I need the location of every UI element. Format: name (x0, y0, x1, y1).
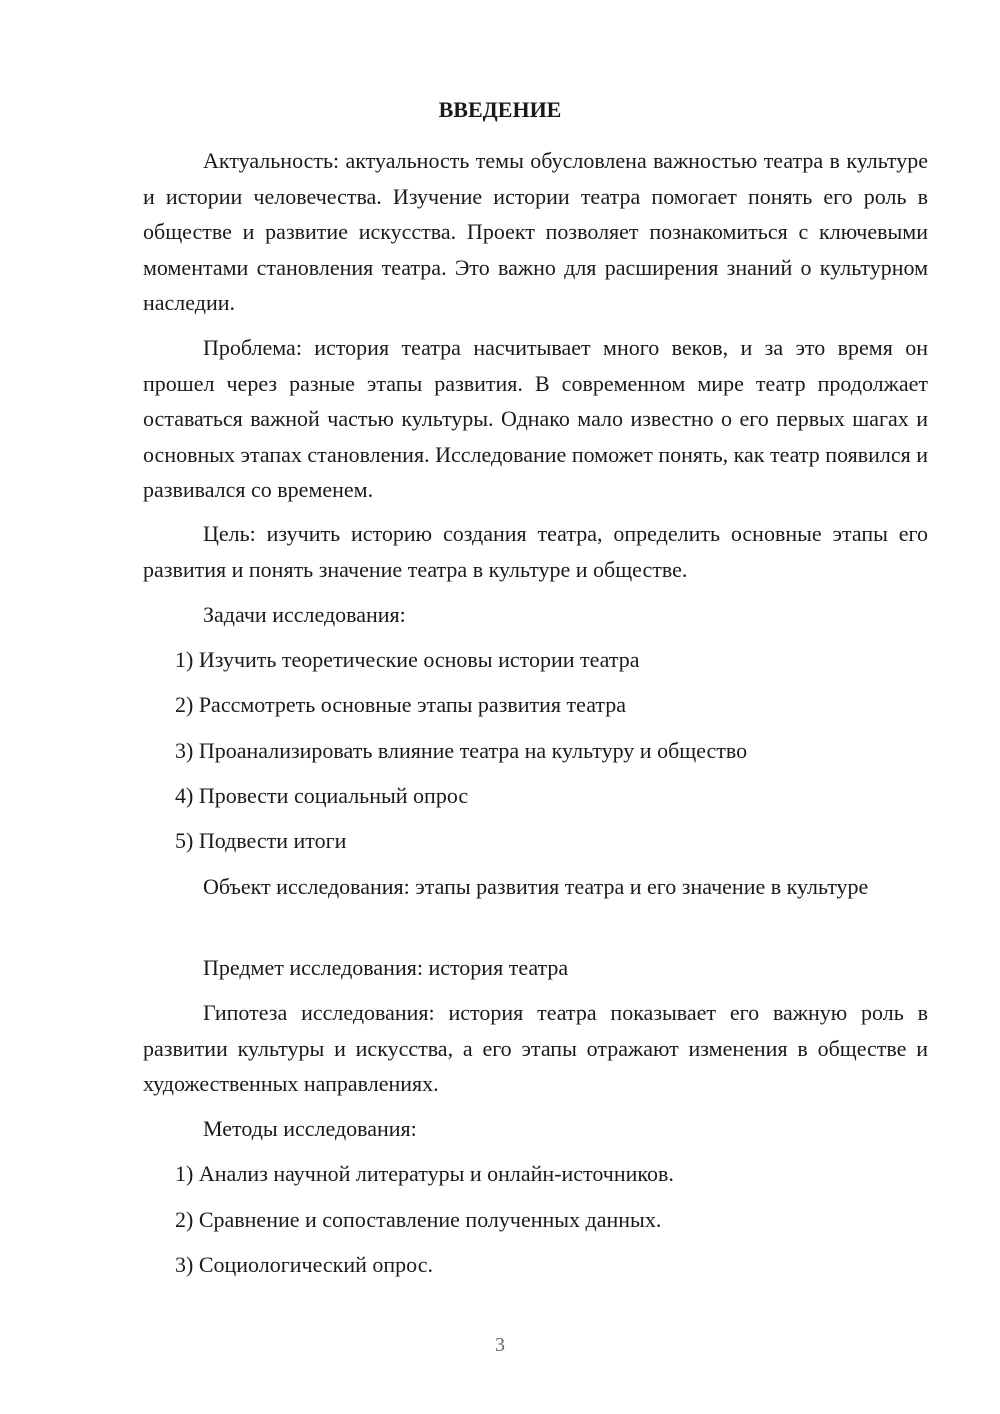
task-item: 5) Подвести итоги (175, 828, 347, 853)
task-item: 1) Изучить теоретические основы истории театра (175, 647, 640, 672)
object-paragraph: Объект исследования: этапы развития театра и его значение в культуре (203, 874, 869, 899)
hypothesis-paragraph: Гипотеза исследования: история театра показывает его важную роль в развитии культуры и искусства, а его этапы отражают изменения в обществе и художественных направлениях. (143, 1000, 928, 1096)
methods-heading: Методы исследования: (203, 1116, 417, 1141)
task-item: 4) Провести социальный опрос (175, 783, 469, 808)
problem-paragraph: Проблема: история театра насчитывает много веков, и за это время он прошел через разные этапы развития. В современном мире театр продолжает оставаться важной частью культуры. Однако мало известно о его первых шагах и основных этапах становления. Исследование поможет понять, как театр появился и развивался со временем. (143, 335, 928, 502)
page-number: 3 (495, 1334, 505, 1356)
method-item: 3) Социологический опрос. (175, 1252, 433, 1277)
page-title: ВВЕДЕНИЕ (438, 97, 562, 122)
subject-line: Предмет исследования: история театра (203, 955, 569, 980)
method-item: 2) Сравнение и сопоставление полученных данных. (175, 1207, 662, 1232)
goal-paragraph: Цель: изучить историю создания театра, определить основные этапы его развития и понять значение театра в культуре и обществе. (143, 521, 928, 582)
relevance-paragraph: Актуальность: актуальность темы обусловлена важностью театра в культуре и истории человечества. Изучение истории театра помогает понять его роль в обществе и развитие искусства. Проект позволяет познакомиться с ключевыми моментами становления театра. Это важно для расширения знаний о культурном наследии. (143, 148, 928, 315)
task-item: 3) Проанализировать влияние театра на культуру и общество (175, 738, 748, 763)
tasks-heading: Задачи исследования: (203, 602, 406, 627)
task-item: 2) Рассмотреть основные этапы развития театра (175, 692, 627, 717)
method-item: 1) Анализ научной литературы и онлайн-источников. (175, 1161, 674, 1186)
